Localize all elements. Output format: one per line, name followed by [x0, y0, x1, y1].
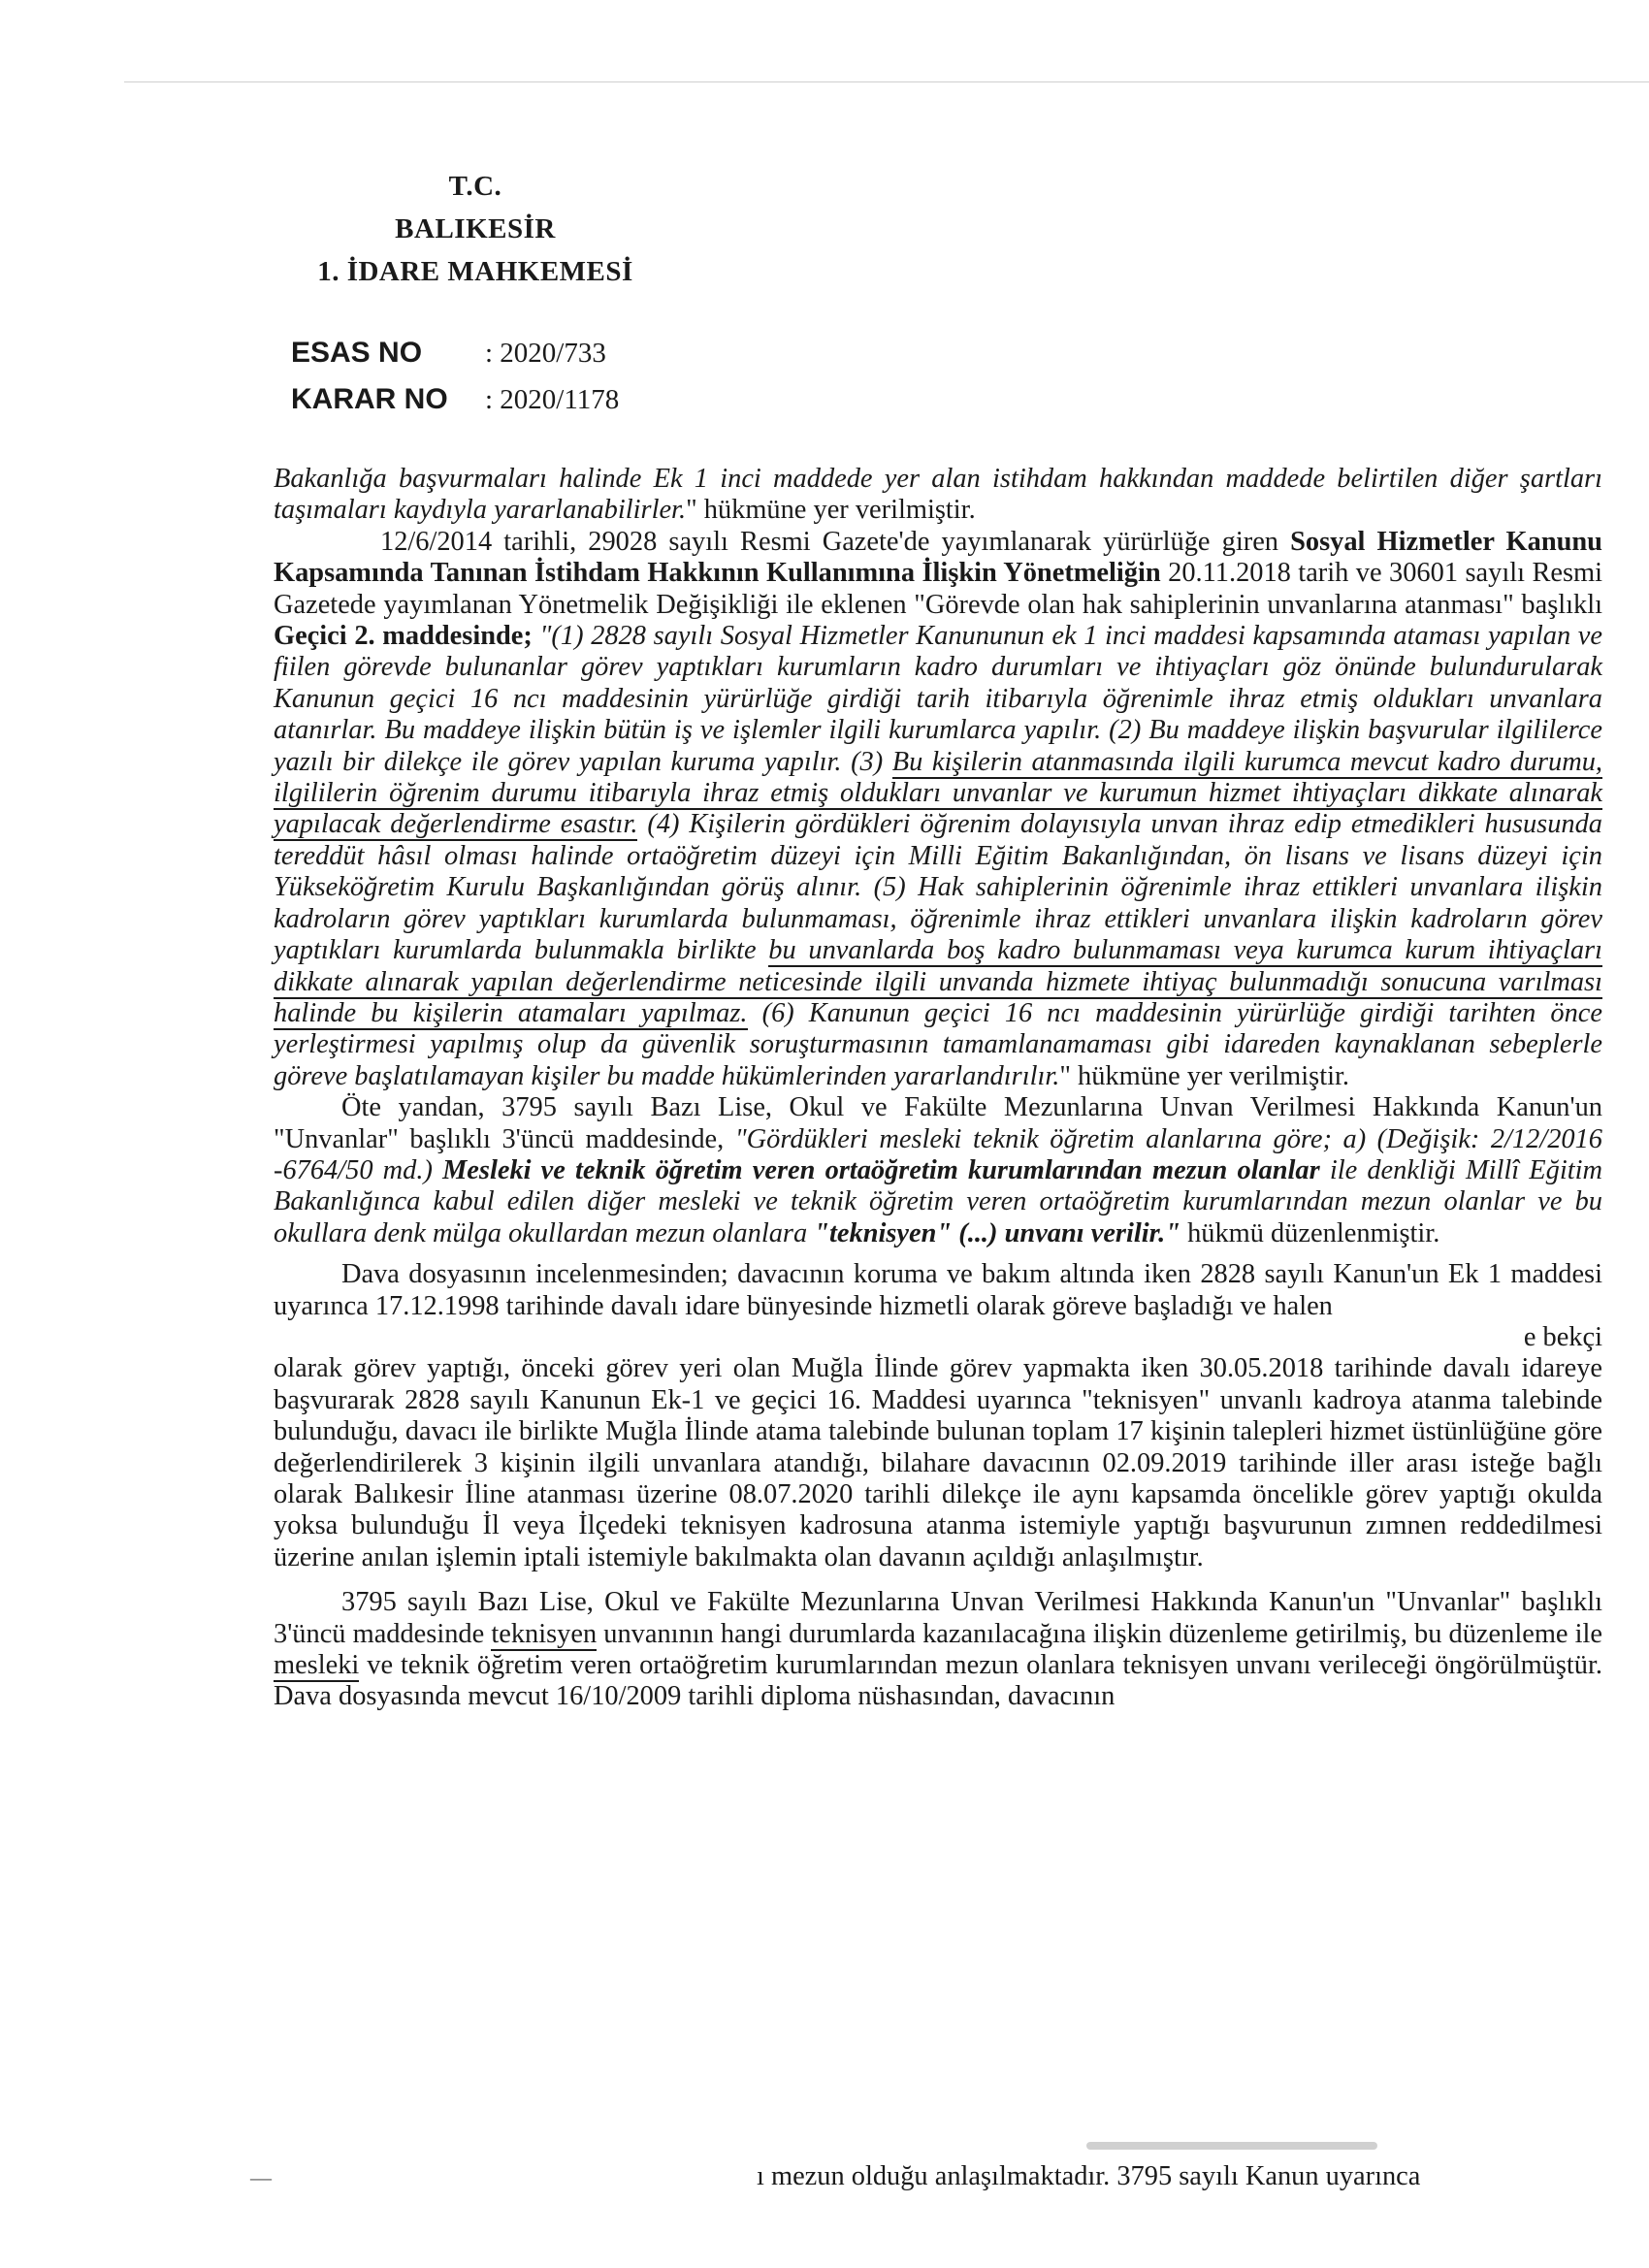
p2-e: "(1) 2828 sayılı Sosyal Hizmetler Kanununun ek 1 inci maddesi kapsamında ataması yapılan ve fiilen görevde bulunanlar görev yaptıkları kurumların kadro durumları ve ihtiyaçları göz önünde bulundurularak Kanunun geçici 16 ncı maddesinin yürürlüğe girdiği tarih itibarıyla öğrenimle ihraz etmiş oldukları unvanlara atanırlar. Bu maddeye ilişkin bütün iş ve işlemler ilgili kurumlarca yapılır. (2) Bu maddeye ilişkin başvurular ilgililerce yazılı bir dilekçe ile görev yapılan kuruma yapılır. (3)	[274, 621, 1602, 777]
p2-g: (4) Kişilerin gördükleri öğrenim dolayısıyla unvan ihraz edip etmedikleri hususunda tereddüt hâsıl olması halinde ortaöğretim düzeyi için Milli Eğitim Bakanlığından, ön lisans ve lisans düzeyi için Yükseköğretim Kurulu Başkanlığından görüş alınır. (5) Hak sahiplerinin öğrenimle ihraz ettikleri unvanlara ilişkin kadroların görev yaptıkları kurumlarda bulunmaması, öğrenimle ihraz ettikleri unvanlara ilişkin kadroların görev yaptıkları kurumlarda bulunmakla birlikte	[274, 809, 1602, 966]
p1-quote: Bakanlığa başvurmaları halinde Ek 1 inci maddede yer alan istihdam hakkından maddede belirtilen diğer şartları taşımaları kaydıyla yararlanabilirler.	[274, 464, 1602, 526]
header-court: 1. İDARE MAHKEMESİ	[317, 256, 633, 287]
top-rule	[124, 81, 1649, 82]
p3-b: "Gördükleri mesleki teknik öğretim alanlarına göre; a) (Değişik: 2/12/2016 -6764/50 md.)	[274, 1123, 1602, 1185]
paragraph-1	[274, 464, 1602, 527]
p5-underlined-2: mesleki	[274, 1650, 360, 1681]
p4-b: e bekçi	[1523, 1321, 1602, 1352]
p1-tail: " hükmüne yer verilmiştir.	[686, 495, 976, 526]
p2-underlined-2: bu unvanlarda boş kadro bulunmaması veya kurumca kurum ihtiyaçları dikkate alınarak yapılan değerlendirme neticesinde ilgili unvanda hizmete ihtiyaç bulunmadığı sonucuna varılması halinde bu kişilerin atamaları yapılmaz.	[274, 935, 1602, 1028]
p3-tail: hükmü düzenlenmiştir.	[1180, 1217, 1440, 1248]
p5-c: unvanının hangi durumlarda kazanılacağına ilişkin düzenleme getirilmiş, bu düzenleme ile	[597, 1618, 1602, 1649]
p4-a: Dava dosyasının incelenmesinden; davacının koruma ve bakım altında iken 2828 sayılı Kanun'un Ek 1 maddesi uyarınca 17.12.1998 tarihinde davalı idare bünyesinde hizmetli olarak göreve başladığı ve halen	[274, 1259, 1602, 1321]
karar-label: KARAR NO	[291, 383, 448, 415]
karar-value: : 2020/1178	[485, 383, 620, 415]
header-city: BALIKESİR	[395, 213, 556, 244]
header-tc: T.C.	[448, 171, 502, 202]
esas-label: ESAS NO	[291, 337, 423, 369]
paragraph-3	[274, 1092, 1602, 1249]
p2-regulation-title: Sosyal Hizmetler Kanunu Kapsamında Tanınan İstihdam Hakkının Kullanımına İlişkin Yönetmeliğin	[274, 526, 1602, 589]
esas-row	[291, 330, 619, 376]
p2-a: 12/6/2014 tarihli, 29028 sayılı Resmi Gazete'de yayımlanarak yürürlüğe giren	[380, 526, 1291, 557]
p3-a: Öte yandan, 3795 sayılı Bazı Lise, Okul ve Fakülte Mezunlarına Unvan Verilmesi Hakkında Kanun'un "Unvanlar" başlıklı 3'üncü maddesinde,	[274, 1092, 1602, 1154]
p5-underlined-1: teknisyen	[491, 1618, 598, 1649]
paragraph-5	[274, 1587, 1602, 1713]
document-body	[274, 464, 1602, 1713]
p2-article: Geçici 2. maddesinde;	[274, 621, 533, 652]
p3-bold-1: Mesleki ve teknik öğretim veren ortaöğretim kurumlarından	[442, 1154, 1143, 1185]
case-meta	[291, 330, 619, 423]
paragraph-2	[274, 527, 1602, 1092]
footer-line: ı mezun olduğu anlaşılmaktadır. 3795 sayılı Kanun uyarınca	[757, 2161, 1421, 2191]
paragraph-4-cont	[274, 1353, 1602, 1573]
p5-a: 3795 sayılı Bazı Lise, Okul ve Fakülte Mezunlarına Unvan Verilmesi Hakkında Kanun'un "Unvanlar" başlıklı 3'üncü maddesinde	[274, 1587, 1602, 1649]
corner-mark: —	[250, 2165, 272, 2189]
p5-e: ve teknik öğretim veren ortaöğretim kurumlarından mezun olanlara teknisyen unvanı verileceği öngörülmüştür. Dava dosyasında mevcut 16/10/2009 tarihli diploma nüshasından, davacının	[274, 1650, 1602, 1712]
court-header	[291, 165, 660, 293]
paragraph-4-redacted-line	[274, 1322, 1602, 1353]
esas-value: : 2020/733	[485, 337, 606, 369]
p3-bold-3: "teknisyen" (...) unvanı verilir."	[814, 1217, 1180, 1248]
redaction-smudge	[1086, 2142, 1377, 2150]
p2-tail: " hükmüne yer verilmiştir.	[1059, 1060, 1349, 1091]
p3-f: ile denkliği Millî Eğitim Bakanlığınca kabul edilen diğer mesleki ve teknik öğretim veren ortaöğretim kurumlarından mezun olanlar ve bu okullara denk mülga okullardan mezun olanlara	[274, 1154, 1602, 1248]
p4-c: olarak görev yaptığı, önceki görev yeri olan Muğla İlinde görev yapmakta iken 30.05.2018 tarihinde davalı idareye başvurarak 2828 sayılı Kanunun Ek-1 ve geçici 16. Maddesi uyarınca "teknisyen" unvanlı kadroya atanma talebinde bulunduğu, davacı ile birlikte Muğla İlinde atama talebinde bulunan toplam 17 kişinin talepleri hizmet üstünlüğüne göre değerlendirilerek 3 kişinin ilgili unvanlara atandığı, bilahare davacının 02.09.2019 tarihinde iller arası isteğe bağlı olarak Balıkesir İline atanması üzerine 08.07.2020 tarihli dilekçe ile aynı kapsamda öncelikle görev yaptığı okulda yoksa bulunduğu İl veya İlçedeki teknisyen kadrosuna atanma istemiyle yaptığı başvurunun zımnen reddedilmesi üzerine anılan işlemin iptali istemiyle bakılmakta olan davanın açıldığı anlaşılmıştır.	[274, 1353, 1602, 1572]
p3-space	[1143, 1155, 1152, 1185]
p2-i: (6) Kanunun geçici 16 ncı maddesinin yürürlüğe girdiği tarihten önce yerleştirmesi yapılmış olup da güvenlik soruşturmasının tamamlanamaması gibi idareden kaynaklanan sebeplerle göreve başlatılamayan kişiler bu madde hükümlerinden yararlandırılır.	[274, 997, 1602, 1091]
p2-underlined-1: Bu kişilerin atanmasında ilgili kurumca mevcut kadro durumu, ilgililerin öğrenim durumu itibarıyla ihraz etmiş oldukları unvanlar ve kurumun hizmet ihtiyaçları dikkate alınarak yapılacak değerlendirme esastır.	[274, 746, 1603, 840]
karar-row	[291, 376, 619, 423]
p2-c: 20.11.2018 tarih ve 30601 sayılı Resmi Gazetede yayımlanan Yönetmelik Değişikliği ile eklenen "Görevde olan hak sahiplerinin unvanlarına atanması" başlıklı	[274, 558, 1602, 620]
paragraph-4	[274, 1259, 1602, 1322]
p3-bold-2: mezun olanlar	[1152, 1154, 1320, 1185]
